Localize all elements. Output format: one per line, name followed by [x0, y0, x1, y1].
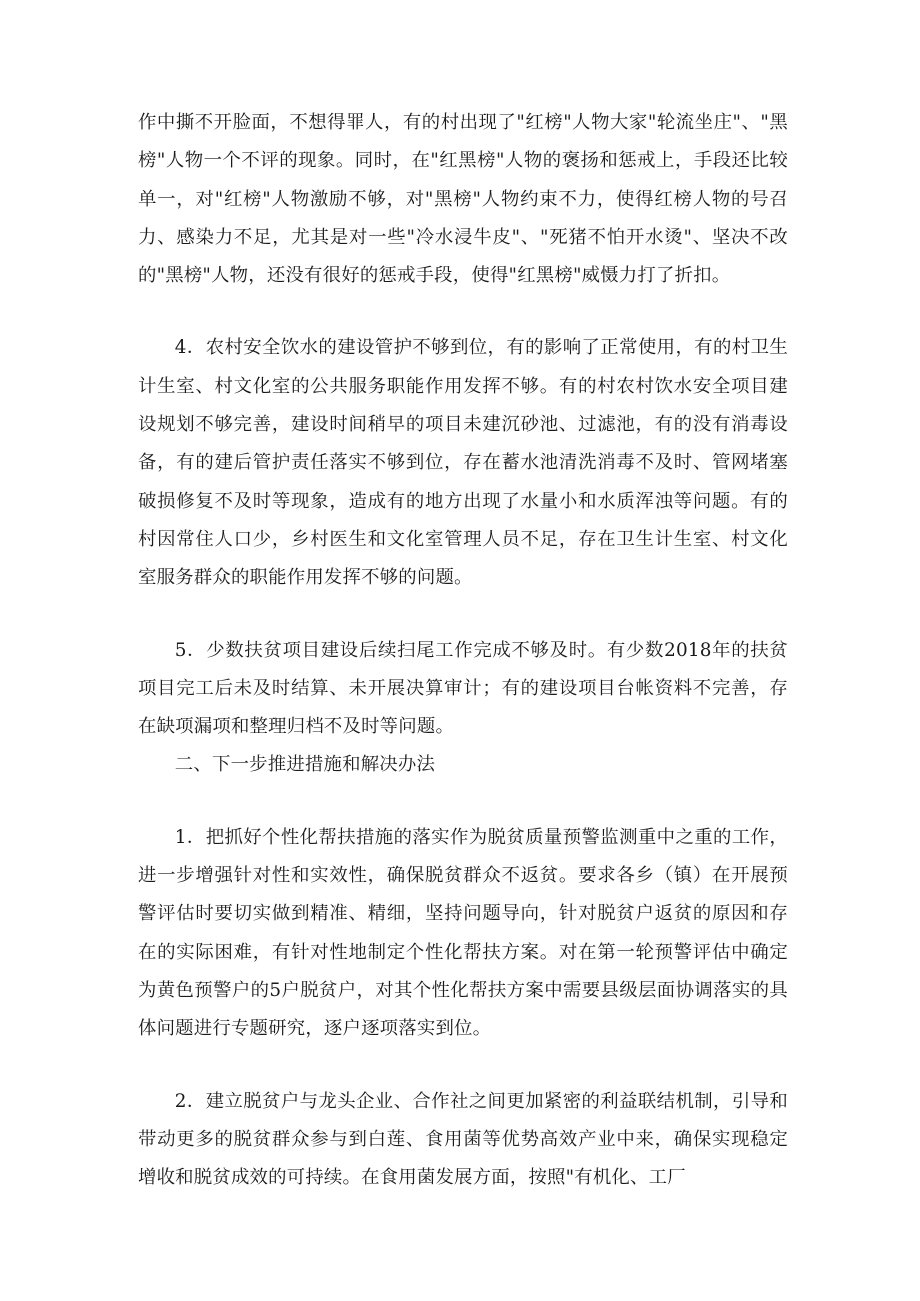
paragraph-continued: 作中撕不开脸面，不想得罪人，有的村出现了"红榜"人物大家"轮流坐庄"、"黑榜"人物一个不评的现象。同时，在"红黑榜"人物的褒扬和惩戒上，手段还比较单一，对"红榜"人物激励不够，对"黑榜"人物约束不力，使得红榜人物的号召力、感染力不足，尤其是对一些"冷水浸牛皮"、"死猪不怕开水烫"、坚决不改的"黑榜"人物，还没有很好的惩戒手段，使得"红黑榜"威慑力打了折扣。: [138, 112, 788, 287]
paragraph-measure-1: 1．把抓好个性化帮扶措施的落实作为脱贫质量预警监测重中之重的工作，进一步增强针对性和实效性，确保脱贫群众不返贫。要求各乡（镇）在开展预警评估时要切实做到精准、精细，坚持问题导向，针对脱贫户返贫的原因和存在的实际困难，有针对性地制定个性化帮扶方案。对在第一轮预警评估中确定为黄色预警户的5户脱贫户，对其个性化帮扶方案中需要县级层面协调落实的具体问题进行专题研究，逐户逐项落实到位。: [138, 826, 788, 1040]
paragraph-measure-2: 2．建立脱贫户与龙头企业、合作社之间更加紧密的利益联结机制，引导和带动更多的脱贫群众参与到白莲、食用菌等优势高效产业中来，确保实现稳定增收和脱贫成效的可持续。在食用菌发展方面，按照"有机化、工厂: [138, 1090, 788, 1189]
section-heading: 二、下一步推进措施和解决办法: [174, 754, 436, 776]
paragraph-item-5: 5．少数扶贫项目建设后续扫尾工作完成不够及时。有少数2018年的扶贫项目完工后未及时结算、未开展决算审计；有的建设项目台帐资料不完善，存在缺项漏项和整理归档不及时等问题。: [138, 639, 788, 738]
paragraph-item-4: 4．农村安全饮水的建设管护不够到位，有的影响了正常使用，有的村卫生计生室、村文化室的公共服务职能作用发挥不够。有的村农村饮水安全项目建设规划不够完善，建设时间稍早的项目未建沉砂池、过滤池，有的没有消毒设备，有的建后管护责任落实不够到位，存在蓄水池清洗消毒不及时、管网堵塞破损修复不及时等现象，造成有的地方出现了水量小和水质浑浊等问题。有的村因常住人口少，乡村医生和文化室管理人员不足，存在卫生计生室、村文化室服务群众的职能作用发挥不够的问题。: [138, 337, 788, 589]
document-page: [138, 104, 788, 1197]
